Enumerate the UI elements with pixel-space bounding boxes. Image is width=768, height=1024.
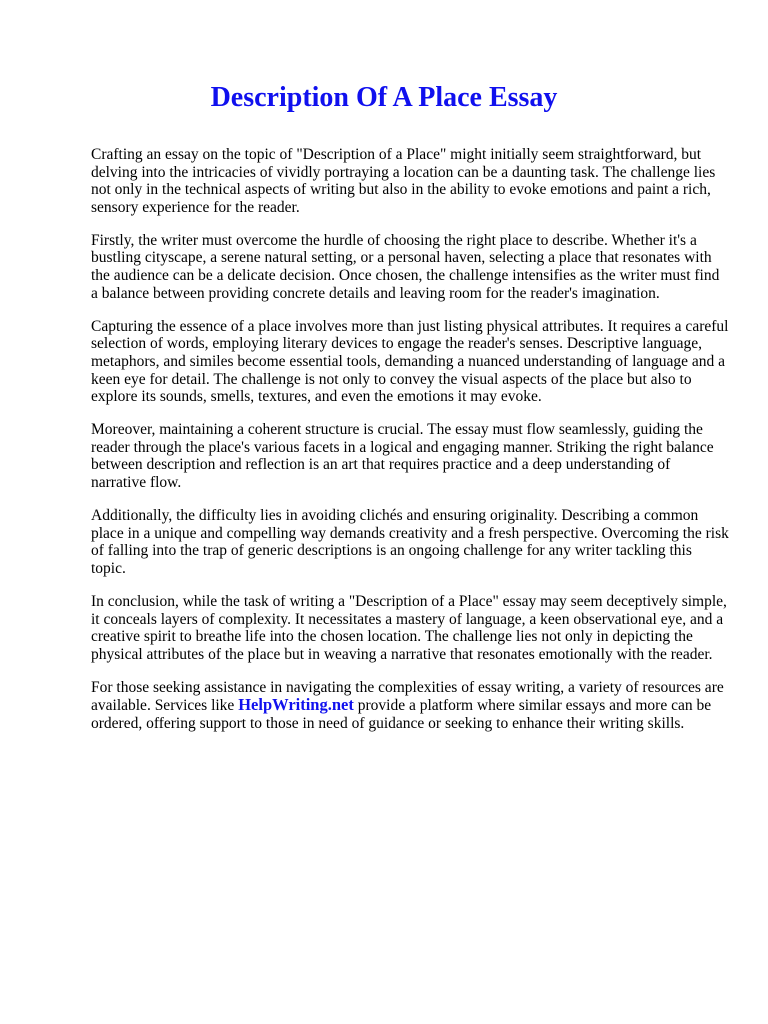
paragraph-conclusion: In conclusion, while the task of writing a "Description of a Place" essay may seem deceptively simple, it conceals layers of complexity. It necessitates a mastery of language, a keen observational eye, and a creative spirit to breathe life into the chosen location. The challenge lies not only in depicting the physical attributes of the place but in weaving a narrative that resonates emotionally with the reader. xyxy=(91,592,727,663)
paragraph-intro: Crafting an essay on the topic of "Description of a Place" might initially seem straightforward, but delving into the intricacies of vividly portraying a location can be a daunting task. The challenge lies not only in the technical aspects of writing but also in the ability to evoke emotions and paint a rich, sensory experience for the reader. xyxy=(91,146,716,216)
closing-text-before-link: For those seeking assistance in navigating the complexities of essay writing, a variety of resources are available. Services like xyxy=(91,678,724,715)
paragraph-structure: Moreover, maintaining a coherent structure is crucial. The essay must flow seamlessly, guiding the reader through the place's various facets in a logical and engaging manner. Striking the right balance between description and reflection is an art that requires practice and a deep understanding of narrative flow. xyxy=(91,421,714,491)
helpwriting-link[interactable]: HelpWriting.net xyxy=(238,695,354,715)
paragraph-originality: Additionally, the difficulty lies in avoiding clichés and ensuring originality. Describing a common place in a unique and compelling way demands creativity and a fresh perspective. Overcoming the risk of falling into the trap of generic descriptions is an ongoing challenge for any writer tackling this topic. xyxy=(91,507,729,577)
paragraph-choosing-place: Firstly, the writer must overcome the hurdle of choosing the right place to describe. Whether it's a bustling cityscape, a serene natural setting, or a personal haven, selecting a place that resonates with the audience can be a delicate decision. Once chosen, the challenge intensifies as the writer must find a balance between providing concrete details and leaving room for the reader's imagination. xyxy=(91,231,720,302)
paragraph-closing xyxy=(91,679,729,733)
document-title: Description Of A Place Essay xyxy=(210,82,558,113)
closing-text-after-link: provide a platform where similar essays and more can be ordered, offering support to those in need of guidance or seeking to enhance their writing skills. xyxy=(91,697,712,733)
document-body xyxy=(91,146,729,748)
paragraph-capturing-essence: Capturing the essence of a place involves more than just listing physical attributes. It requires a careful selection of words, employing literary devices to engage the reader's senses. Descriptive language, metaphors, and similes become essential tools, demanding a nuanced understanding of language and a keen eye for detail. The challenge is not only to convey the visual aspects of the place but also to explore its sounds, smells, textures, and even the emotions it may evoke. xyxy=(91,317,729,406)
